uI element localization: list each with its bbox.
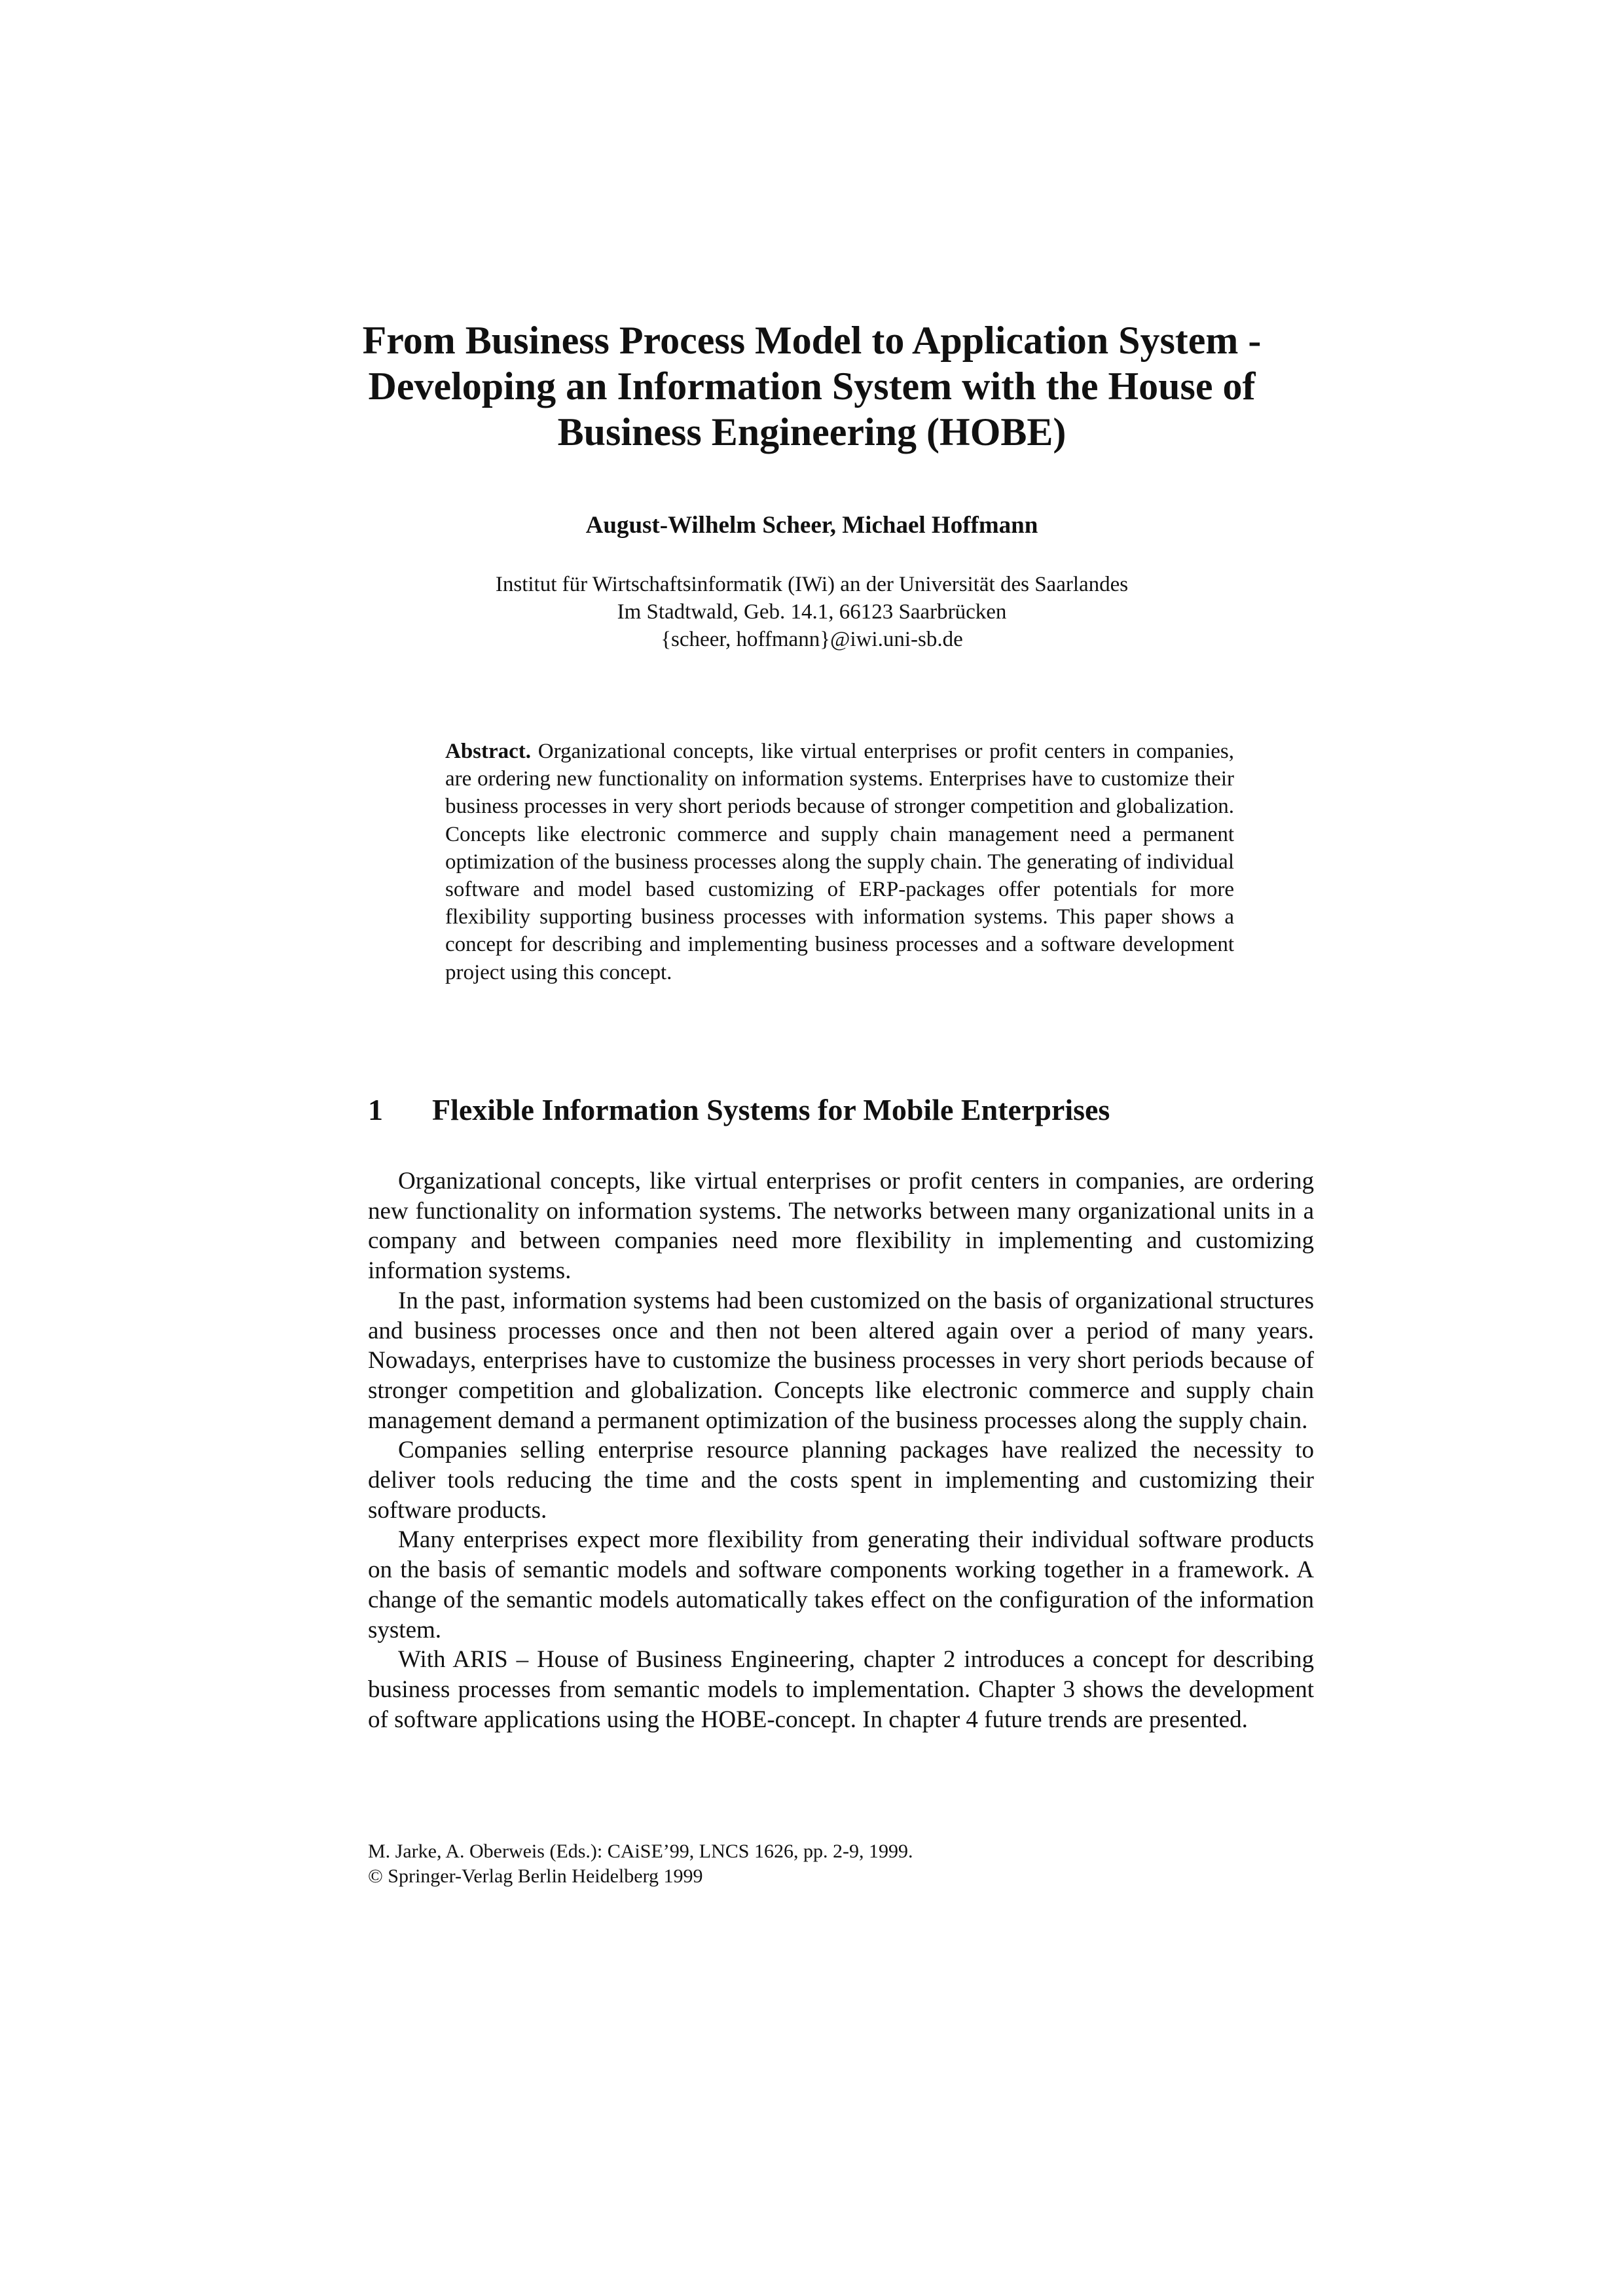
body-paragraph: Many enterprises expect more flexibility from generating their individual software products on the basis of semantic models and software components working together in a framework. A change of the semantic models automatically takes effect on the configuration of the information system. (368, 1526, 1314, 1643)
author-list: August-Wilhelm Scheer, Michael Hoffmann (585, 512, 1038, 539)
title-line: Business Engineering (HOBE) (557, 410, 1067, 454)
publication-footnote (368, 1839, 1314, 1889)
title-line: From Business Process Model to Application System - (362, 319, 1262, 362)
section-body (368, 1166, 1314, 1734)
section-title: Flexible Information Systems for Mobile Enterprises (432, 1093, 1110, 1126)
section-heading (368, 1092, 1350, 1128)
abstract-label: Abstract. (445, 740, 532, 763)
body-paragraph: Organizational concepts, like virtual enterprises or profit centers in companies, are ordering new functionality on information systems. The networks between many organizational units in a company and between companies need more flexibility in implementing and customizing information systems. (368, 1168, 1314, 1285)
section-number: 1 (368, 1093, 383, 1126)
abstract (445, 738, 1234, 986)
body-paragraph: With ARIS – House of Business Engineering, chapter 2 introduces a concept for describing business processes from semantic models to implementation. Chapter 3 shows the development of software applications using the HOBE-concept. In chapter 4 future trends are presented. (368, 1646, 1314, 1733)
footnote-citation: M. Jarke, A. Oberweis (Eds.): CAiSE’99, LNCS 1626, pp. 2-9, 1999. (368, 1840, 913, 1862)
abstract-text: Organizational concepts, like virtual enterprises or profit centers in companies, are ordering new functionality on information systems. Enterprises have to customize their business processes in very short periods because of stronger competition and globalization. Concepts like electronic commerce and supply chain management need a permanent optimization of the business processes along the supply chain. The generating of individual software and model based customizing of ERP-packages offer potentials for more flexibility supporting business processes with information systems. This paper shows a concept for describing and implementing business processes and a software development project using this concept. (445, 740, 1235, 984)
footnote-copyright: © Springer-Verlag Berlin Heidelberg 1999 (368, 1865, 703, 1887)
affiliation-email: {scheer, hoffmann}@iwi.uni-sb.de (661, 628, 963, 651)
title-line: Developing an Information System with the House of (368, 365, 1256, 408)
body-paragraph: Companies selling enterprise resource planning packages have realized the necessity to deliver tools reducing the time and the costs spent in implementing and customizing their software products. (368, 1437, 1314, 1524)
affiliation-institute: Institut für Wirtschaftsinformatik (IWi) an der Universität des Saarlandes (495, 573, 1129, 596)
affiliation (354, 571, 1270, 653)
affiliation-address: Im Stadtwald, Geb. 14.1, 66123 Saarbrücken (617, 600, 1007, 624)
body-paragraph: In the past, information systems had been customized on the basis of organizational structures and business processes once and then not been altered again over a period of many years. Nowadays, enterprises have to customize the business processes in very short periods because of stronger competition and globalization. Concepts like electronic commerce and supply chain management demand a permanent optimization of the business processes along the supply chain. (368, 1287, 1314, 1434)
paper-title (354, 317, 1270, 455)
